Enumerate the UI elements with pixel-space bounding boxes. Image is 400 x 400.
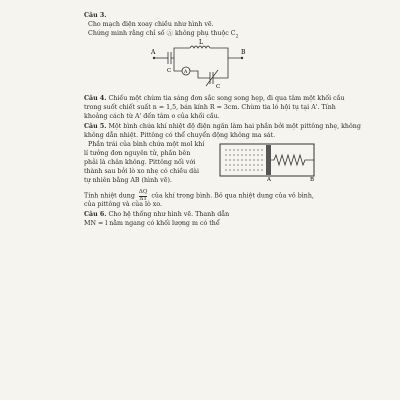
q5-line8: Tính nhiệt dung $\frac{\Delta Q}{\Delta T}$ của khí trong bình. Bỏ qua nhiệt dung của vỏ bình,: [84, 189, 314, 202]
q5-line7: tự nhiên bằng AB (hình vẽ).: [84, 177, 172, 184]
q5-line2: không dẫn nhiệt. Pittông có thể chuyển động không ma sát.: [84, 132, 276, 139]
q3-label-C1: C: [167, 68, 172, 74]
q5-line1: Câu 5. Một bình chứa khí nhiệt độ điện ngăn làm hai phần bởi một pittông nhẹ, không: [84, 123, 361, 130]
q3-title: Câu 3.: [84, 12, 107, 19]
q5-label-A: A: [267, 177, 271, 182]
q6-line1: Câu 6. Cho hệ thống như hình vẽ. Thanh dẫn: [84, 211, 230, 218]
q3-label-B: B: [241, 49, 246, 56]
q5-label-B: B: [310, 177, 315, 182]
q4-line2: trong suốt chiết suất n = 1,5, bán kính R = 3cm. Chùm tia ló hội tụ tại A'. Tính: [84, 104, 336, 111]
q6-line2: MN = l nằm ngang có khối lượng m có thể: [84, 220, 220, 227]
q4-line1: Câu 4. Chiếu một chùm tia sáng đơn sắc song song hẹp, đi qua tâm một khối cầu: [84, 95, 345, 102]
q3-label-C2: C: [216, 84, 221, 90]
q5-piston-diagram: [218, 140, 318, 182]
q3-label-L: L: [199, 39, 203, 46]
q5-frac-num: ΔQ: [138, 189, 148, 195]
q3-line2: Chứng minh rằng chỉ số Ⓐ không phụ thuộc $C_2$: [88, 30, 239, 40]
spring: [271, 155, 314, 165]
piston: [266, 145, 271, 175]
q3-line1: Cho mạch điện xoay chiều như hình vẽ.: [88, 21, 214, 28]
q3-circuit-diagram: [150, 38, 250, 90]
q5-line3: Phần trái của bình chứa một mol khí: [88, 141, 205, 148]
q4-line3: khoảng cách từ A' đến tâm o của khối cầu.: [84, 113, 220, 120]
q5-line6: thành sau bởi lò xo nhẹ có chiều dài: [84, 168, 199, 175]
q5-line9: của pittông và của lò xo.: [84, 201, 163, 208]
q5-frac-den: ΔT: [139, 195, 147, 202]
q3-label-A: A: [151, 49, 156, 56]
q5-line4: lí tưởng đơn nguyên tử, phần bên: [84, 150, 191, 157]
q5-line5: phải là chân không. Pittông nối với: [84, 159, 196, 166]
q3-ammeter-icon: A: [184, 70, 188, 75]
